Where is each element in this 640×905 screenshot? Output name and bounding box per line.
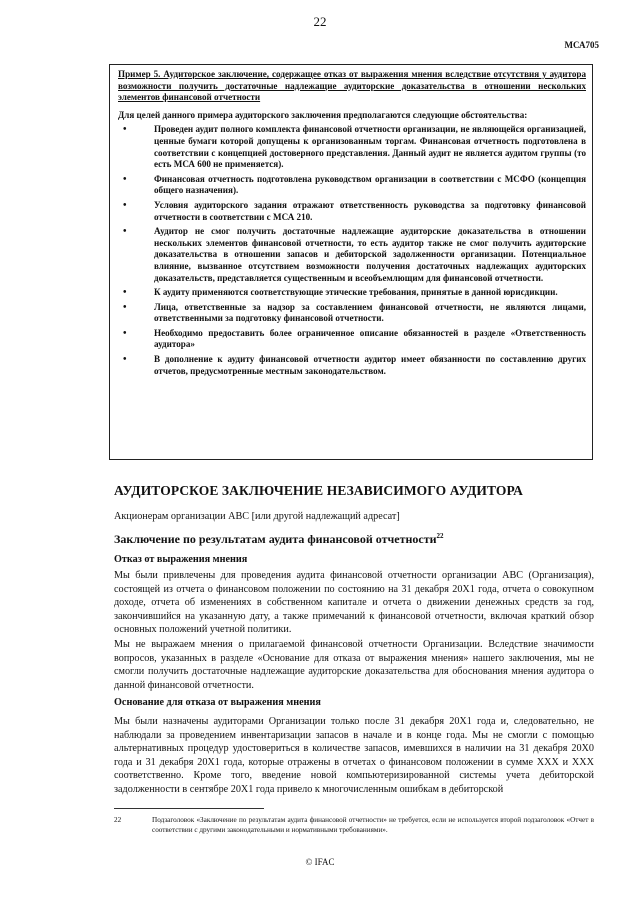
opinion-heading-text: Заключение по результатам аудита финансовой отчетности: [114, 532, 437, 546]
list-item-text: Аудитор не смог получить достаточные надлежащие аудиторские доказательства в отношении нескольких элементов финансовой отчетности, то есть аудитор также не смог получить аудиторские доказательства в отношении запасов и дебиторской задолженности организации. Потенциальное влияние, вызванное отсутствием возможности получения достаточных надлежащих аудиторских доказательств, представляется существенным и всеобъемлющим для финансовой отчетности.: [154, 226, 586, 283]
paragraph: Мы были назначены аудиторами Организации только после 31 декабря 20Х1 года и, следовательно, не наблюдали за проведением инвентаризации запасов в начале и в конце года. Мы не смогли с помощью альтернативных процедур удостовериться в количестве запасов, имевшихся в наличии на 31 декабря 20Х0 года и 31 декабря 20Х1 года, которые отражены в отчетах о финансовом положении в сумме ХХХ и ХХХ соответственно. Кроме того, введение новой компьютеризированной системы учета дебиторской задолженности в сентябре 20Х1 года привело к многочисленным ошибкам в дебиторской: [114, 716, 594, 795]
list-item: [118, 200, 586, 223]
circumstances-list: [118, 124, 586, 377]
bullet-icon: •: [123, 199, 127, 211]
disclaimer-heading: Отказ от выражения мнения: [114, 554, 248, 565]
list-item-text: В дополнение к аудиту финансовой отчетности аудитор имеет обязанности по составлению других отчетов, предусмотренные местным законодательством.: [154, 354, 586, 376]
list-item: [118, 287, 586, 299]
paragraph: Мы были привлечены для проведения аудита финансовой отчетности организации АВС (Организация), состоящей из отчета о финансовом положении по состоянию на 31 декабря 20Х1 года, отчета о совокупном доходе, отчета об изменениях в собственном капитале и отчета о движении денежных средств за год, закончившийся на указанную дату, а также примечаний к финансовой отчетности, включая краткий обзор основных положений учетной политики.: [114, 570, 594, 635]
bullet-icon: •: [123, 301, 127, 313]
bullet-icon: •: [123, 226, 127, 238]
document-code: МСА705: [564, 40, 599, 50]
copyright: © IFAC: [305, 857, 335, 867]
basis-heading: Основание для отказа от выражения мнения: [114, 697, 321, 708]
footnote: [114, 815, 594, 835]
list-item-text: Финансовая отчетность подготовлена руководством организации в соответствии с МСФО (концепция общего назначения).: [154, 173, 586, 196]
list-item-text: Условия аудиторского задания отражают ответственность руководства за подготовку финансовой отчетности в соответствии с МСА 210.: [154, 199, 586, 222]
bullet-icon: •: [123, 173, 127, 185]
example-title: Пример 5. Аудиторское заключение, содержащее отказ от выражения мнения вследствие отсутствия у аудитора возможности получить достаточные надлежащие аудиторские доказательства в отношении нескольких элементов финансовой отчетности: [118, 69, 586, 103]
list-item-text: Проведен аудит полного комплекта финансовой отчетности организации, не являющейся организацией, ценные бумаги которой допущены к организованным торгам. Финансовая отчетность подготовлена в соответствии с концепцией достоверного представления. Данный аудит не является аудитом группы (то есть МСА 600 не применяется).: [154, 124, 586, 170]
example-intro: Для целей данного примера аудиторского заключения предполагаются следующие обстоятельства:: [118, 109, 528, 120]
report-heading: АУДИТОРСКОЕ ЗАКЛЮЧЕНИЕ НЕЗАВИСИМОГО АУДИТОРА: [114, 483, 523, 498]
bullet-icon: •: [123, 354, 127, 366]
bullet-icon: •: [123, 124, 127, 136]
footnote-reference[interactable]: 22: [436, 532, 444, 540]
footnote-divider: [114, 808, 264, 809]
opinion-section-heading: [114, 530, 594, 547]
list-item: [118, 302, 586, 325]
paragraph: Мы не выражаем мнения о прилагаемой финансовой отчетности Организации. Вследствие значимости вопросов, указанных в разделе «Основание для отказа от выражения мнения» нашего заключения, мы не смогли получить достаточные надлежащие аудиторские доказательства для обоснования мнения аудитора о данной финансовой отчетности.: [114, 639, 594, 691]
list-item-text: К аудиту применяются соответствующие этические требования, принятые в данной юрисдикции.: [154, 287, 558, 298]
list-item-text: Необходимо предоставить более ограниченное описание обязанностей в разделе «Ответственность аудитора»: [154, 327, 586, 350]
list-item: [118, 354, 586, 377]
bullet-icon: •: [123, 287, 127, 299]
example-box: [109, 64, 593, 460]
list-item: [118, 328, 586, 351]
footnote-text: Подзаголовок «Заключение по результатам аудита финансовой отчетности» не требуется, если не используется второй подзаголовок «Отчет в соответствии с другими законодательными и нормативными требованиями».: [152, 816, 594, 834]
list-item: [118, 124, 586, 170]
list-item: [118, 174, 586, 197]
footnote-number: 22: [114, 816, 122, 824]
list-item-text: Лица, ответственные за надзор за составлением финансовой отчетности, не являются лицами, ответственными за подготовку финансовой отчетности.: [154, 301, 586, 324]
addressee: Акционерам организации АВС [или другой надлежащий адресат]: [114, 511, 400, 522]
list-item: [118, 226, 586, 284]
page-number: 22: [313, 14, 327, 29]
bullet-icon: •: [123, 327, 127, 339]
